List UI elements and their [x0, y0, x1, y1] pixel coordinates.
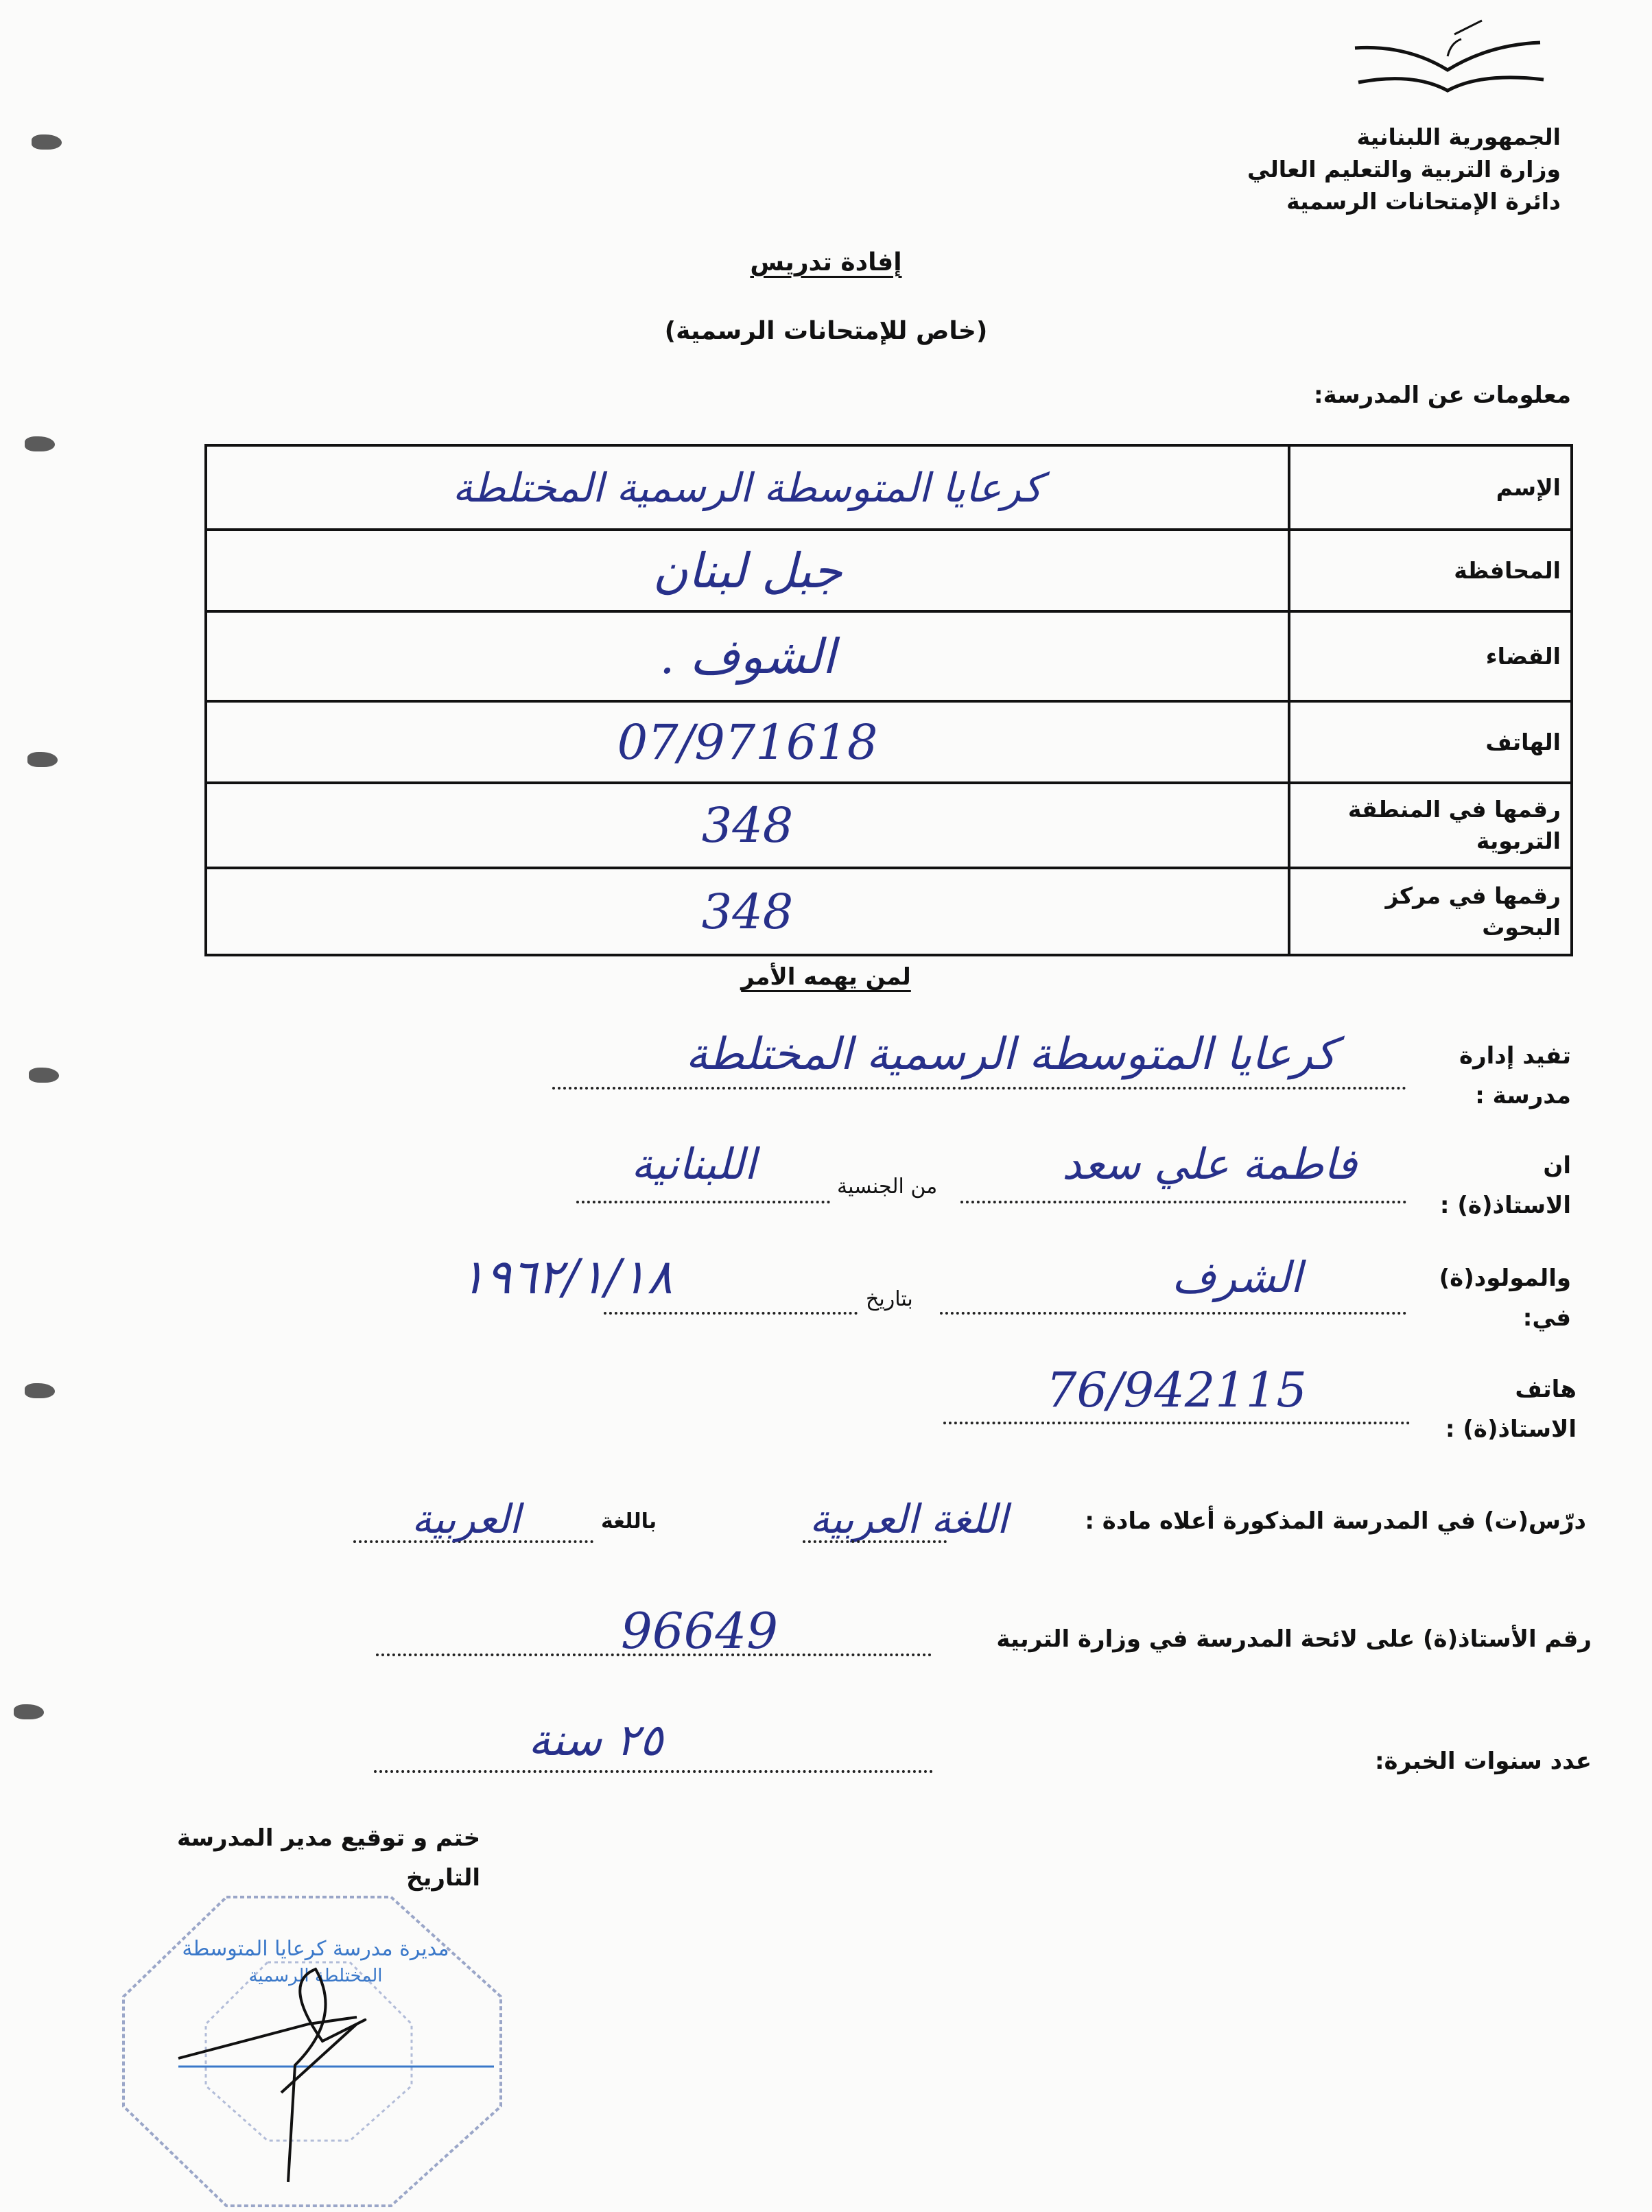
- teacher-number-label: رقم الأستاذ(ة) على لائحة المدرسة في وزارة التربية: [996, 1625, 1592, 1653]
- teacher-phone-value: 76/942115: [1046, 1362, 1307, 1418]
- table-row: [206, 783, 1572, 868]
- nationality-value: اللبنانية: [631, 1139, 757, 1189]
- table-row: [206, 445, 1572, 530]
- binder-hole-mark: [14, 1704, 44, 1719]
- label-district: القضاء: [1289, 611, 1572, 701]
- school-info-table: [204, 444, 1573, 956]
- ministry-name: وزارة التربية والتعليم العالي: [1247, 156, 1561, 183]
- taught-subject-label: درّس(ت) في المدرسة المذكورة أعلاه مادة :: [1085, 1507, 1586, 1535]
- experience-years-line: [374, 1770, 933, 1773]
- teacher-name-value: فاطمة علي سعد: [1062, 1139, 1357, 1189]
- birthplace-line: [940, 1312, 1406, 1315]
- table-row: [206, 701, 1572, 783]
- value-research-center-number: 348: [206, 868, 1289, 955]
- school-field-label: تفيد إدارة مدرسة :: [1459, 1042, 1571, 1109]
- binder-hole-mark: [32, 134, 62, 150]
- label-phone: الهاتف: [1289, 701, 1572, 783]
- binder-hole-mark: [25, 436, 55, 451]
- value-governorate: جبل لبنان: [206, 530, 1289, 611]
- binder-hole-mark: [29, 1068, 59, 1083]
- label-research-center-number: رقمها في مركز البحوث: [1289, 868, 1572, 955]
- document-subtitle: (خاص للإمتحانات الرسمية): [664, 317, 988, 345]
- teacher-field-label: ان الاستاذ(ة) :: [1439, 1152, 1571, 1219]
- teacher-number-value: 96649: [621, 1602, 779, 1660]
- label-name: الإسم: [1289, 445, 1572, 530]
- svg-text:المختلطة الرسمية: المختلطة الرسمية: [248, 1966, 383, 1986]
- language-label: باللغة: [601, 1509, 657, 1533]
- nationality-line: [576, 1201, 830, 1203]
- department-name: دائرة الإمتحانات الرسمية: [1286, 188, 1561, 215]
- stamp-signature-label: [177, 1818, 480, 1898]
- value-name: كرعايا المتوسطة الرسمية المختلطة: [206, 445, 1289, 530]
- table-row: [206, 530, 1572, 611]
- birthdate-line: [604, 1312, 858, 1315]
- subject-line: [803, 1540, 947, 1543]
- school-stamp-icon: [110, 1894, 508, 2209]
- birthdate-value: ١٩٦٢/١/١٨: [460, 1249, 673, 1305]
- table-row: [206, 868, 1572, 955]
- svg-text:مديرة مدرسة كرعايا المتوسطة: مديرة مدرسة كرعايا المتوسطة: [182, 1937, 449, 1961]
- teacher-field-line: [960, 1201, 1406, 1203]
- nationality-label: من الجنسية: [837, 1175, 938, 1199]
- teacher-phone-line: [943, 1422, 1410, 1424]
- letterhead: [1247, 121, 1561, 217]
- document-title: إفادة تدريس: [750, 248, 902, 276]
- school-field-value: كرعايا المتوسطة الرسمية المختلطة: [685, 1029, 1336, 1080]
- subject-value: اللغة العربية: [810, 1496, 1008, 1542]
- principal-signature-label: ختم و توقيع مدير المدرسة: [177, 1824, 481, 1852]
- label-governorate: المحافظة: [1289, 530, 1572, 611]
- teacher-phone-label: هاتف الاستاذ(ة) :: [1445, 1376, 1577, 1443]
- signature-date-label: التاريخ: [406, 1864, 481, 1892]
- experience-years-value: ٢٥ سنة: [528, 1715, 663, 1766]
- date-label: بتاريخ: [866, 1287, 913, 1311]
- birthplace-field-label: والمولود(ة) في:: [1439, 1264, 1571, 1332]
- to-whom-heading: لمن يهمه الأمر: [741, 963, 911, 991]
- ministry-logo-icon: [1345, 14, 1557, 96]
- school-info-heading: معلومات عن المدرسة:: [1314, 381, 1571, 409]
- birthplace-value: الشرف: [1172, 1252, 1302, 1302]
- value-phone: 07/971618: [206, 701, 1289, 783]
- school-field-line: [552, 1087, 1406, 1090]
- value-district: الشوف .: [206, 611, 1289, 701]
- value-educational-zone-number: 348: [206, 783, 1289, 868]
- republic-name: الجمهورية اللبنانية: [1356, 123, 1561, 150]
- table-row: [206, 611, 1572, 701]
- binder-hole-mark: [27, 752, 58, 767]
- label-educational-zone-number: رقمها في المنطقة التربوية: [1289, 783, 1572, 868]
- binder-hole-mark: [25, 1383, 55, 1398]
- language-value: العربية: [412, 1496, 521, 1542]
- experience-years-label: عدد سنوات الخبرة:: [1374, 1748, 1592, 1775]
